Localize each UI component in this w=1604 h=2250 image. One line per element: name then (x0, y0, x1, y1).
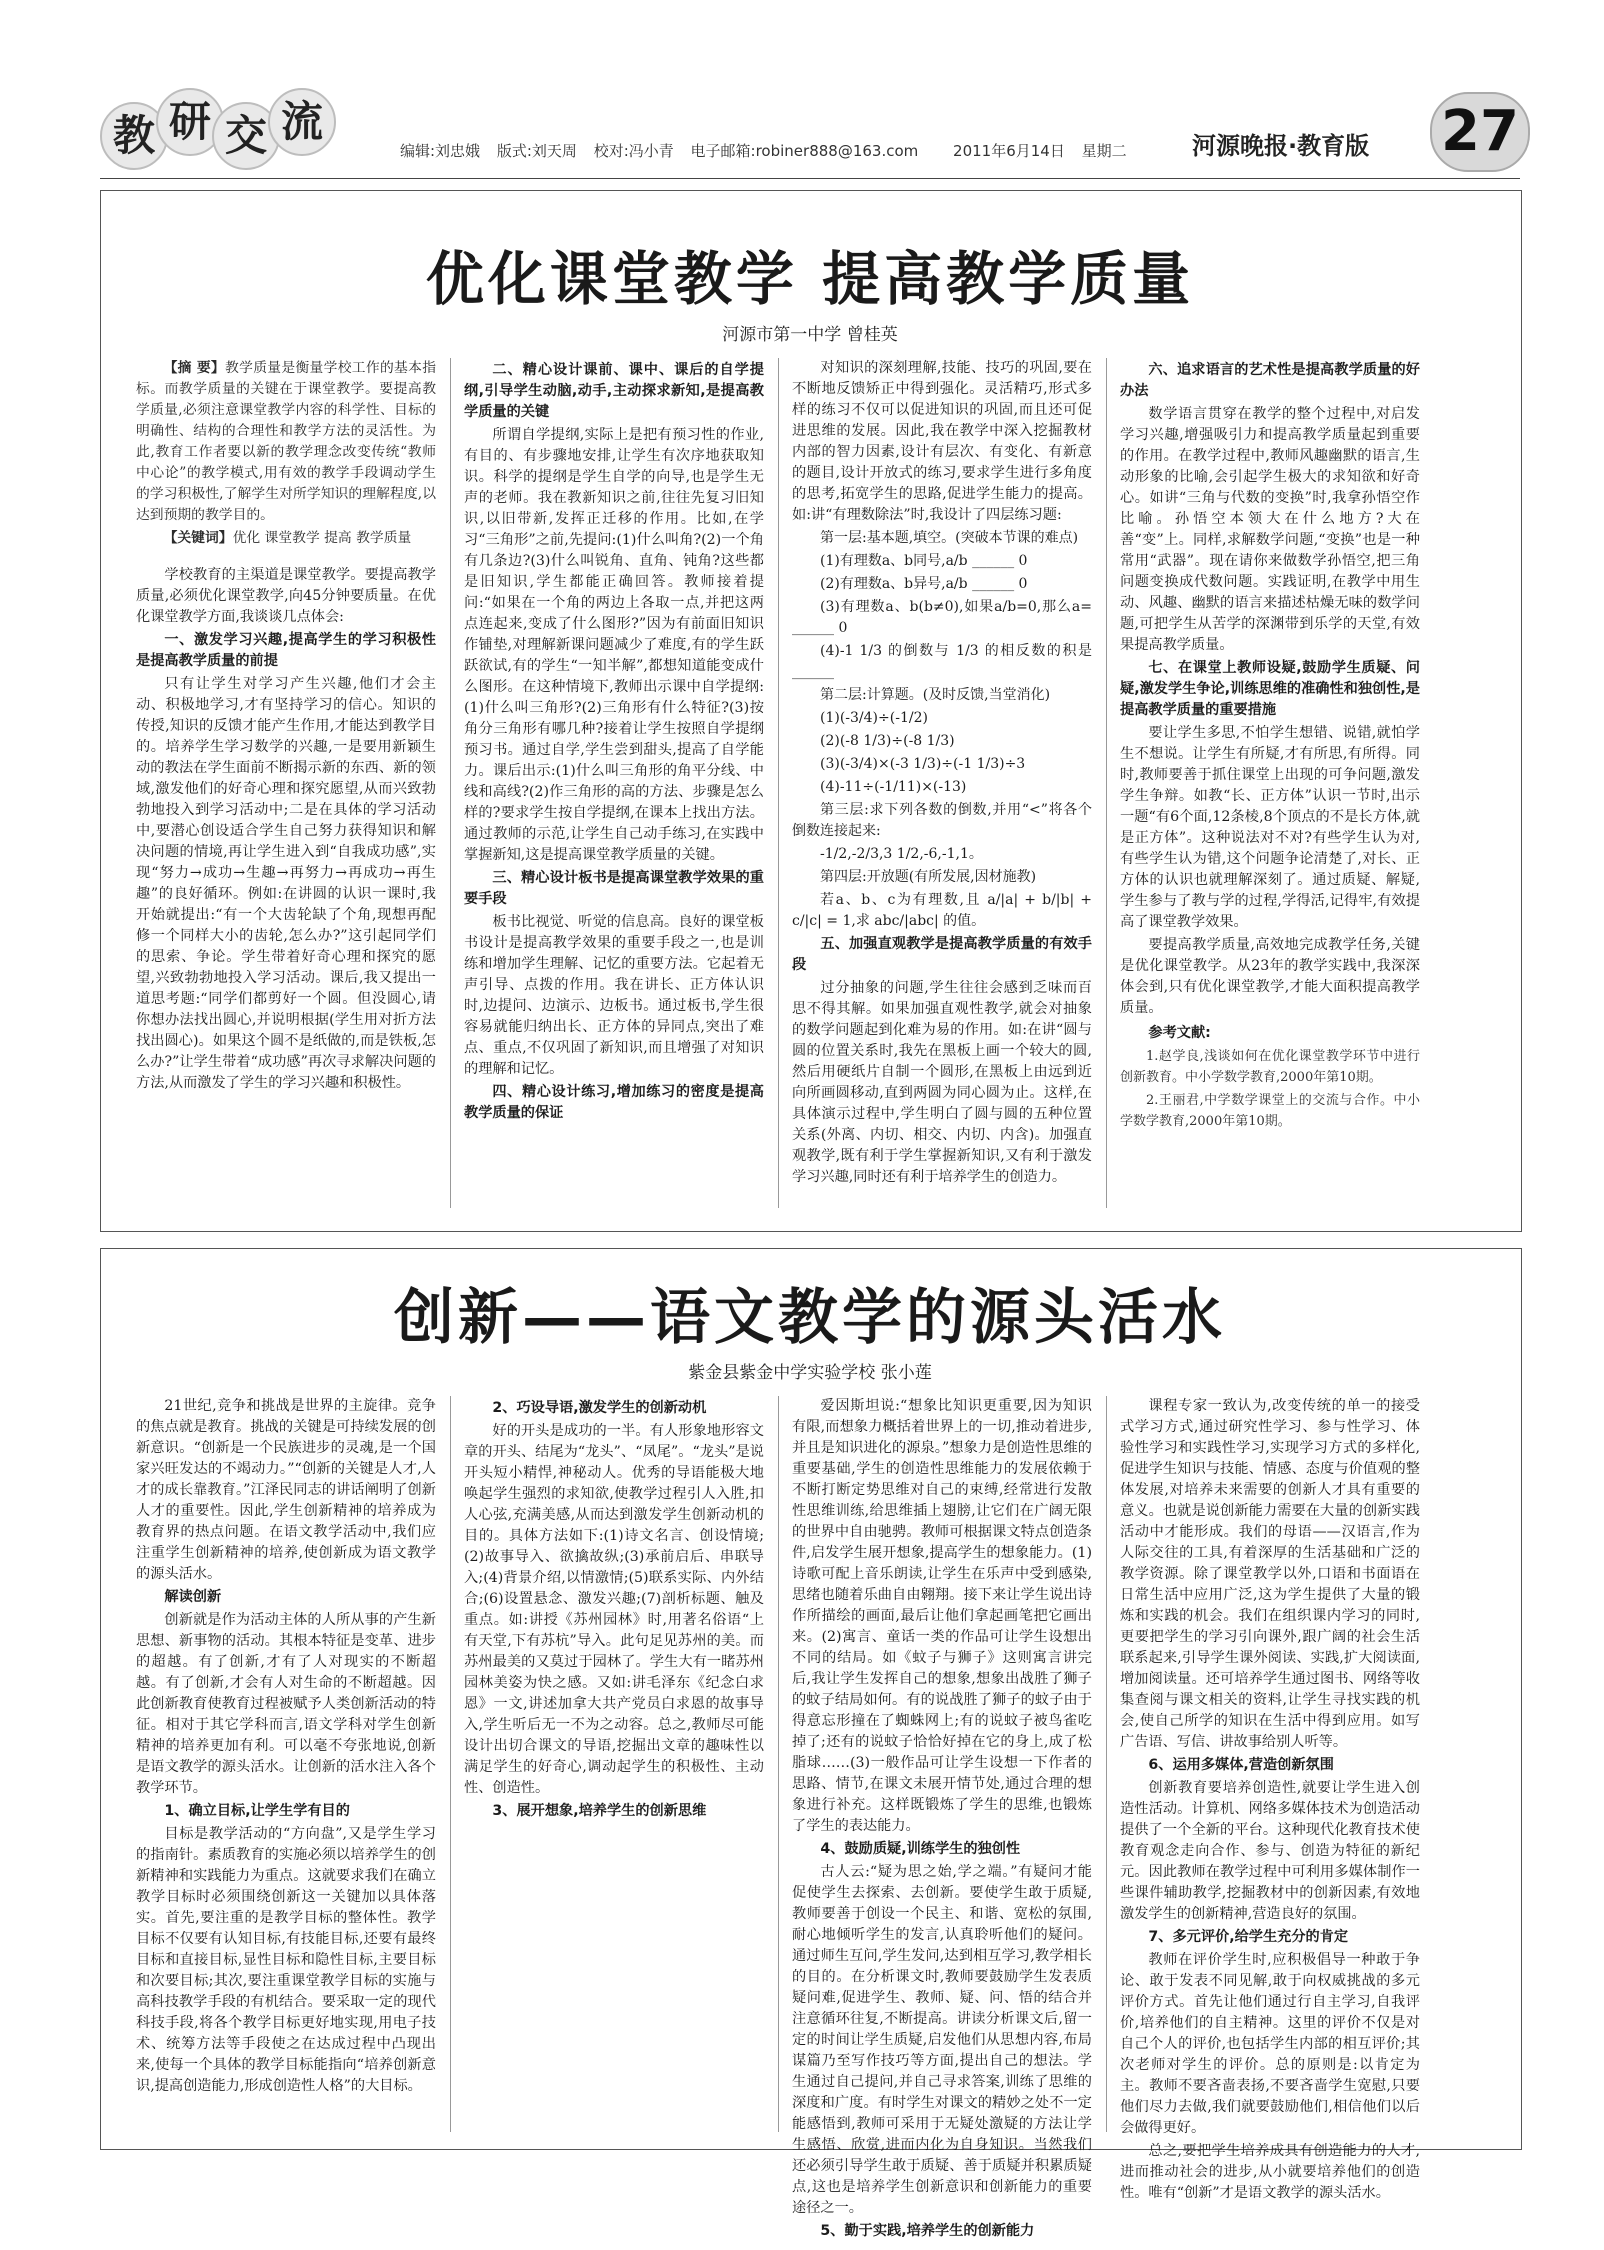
paragraph: 爱因斯坦说:“想象比知识更重要,因为知识有限,而想象力概括着世界上的一切,推动着进步,并且是知识进化的源泉。”想象力是创造性思维的重要基础,学生的创造性思维能力的发展依赖于不断打断定势思维对自己的束缚,经常进行发散性思维训练,给思维插上翅膀,让它们在广阔无限的世界中自由驰骋。教师可根据课文特点创造条件,启发学生展开想象,提高学生的想象能力。(1)诗歌可配上音乐朗读,让学生在乐声中受到感染,思绪也随着乐曲自由翱翔。接下来让学生说出诗作所描绘的画面,最后让他们拿起画笔把它画出来。(2)寓言、童话一类的作品可让学生设想出不同的结局。如《蚊子与狮子》这则寓言讲完后,我让学生发挥自己的想象,想象出战胜了狮子的蚊子结局如何。有的说战胜了狮子的蚊子由于得意忘形撞在了蜘蛛网上;有的说蚊子被鸟雀吃掉了;还有的说蚊子恰恰好掉在它的身上,成了松脂球……(3)一般作品可让学生设想一下作者的思路、情节,在课文未展开情节处,通过合理的想象进行补充。这样既锻炼了学生的思维,也锻炼了学生的表达能力。 (792, 1398, 1092, 1834)
article-column (792, 358, 1092, 1208)
issue-weekday: 星期二 (1081, 142, 1127, 160)
paragraph: 目标是教学活动的“方向盘”,又是学生学习的指南针。素质教育的实施必须以培养学生的创新精神和实践能力为重点。这就要求我们在确立教学目标时必须围绕创新这一关键加以具体落实。首先,要注重的是教学目标的整体性。教学目标不仅要有认知目标,有技能目标,还要有最终目标和直接目标,显性目标和隐性目标,主要目标和次要目标;其次,要注重课堂教学目标的实施与高科技教学手段的有机结合。要采取一定的现代科技手段,将各个教学目标更好地实现,用电子技术、统筹方法等手段使之在达成过程中凸现出来,使每一个具体的教学目标能指向“培养创新意识,提高创造能力,形成创造性人格”的大目标。 (136, 1826, 436, 2094)
section-logo-char: 交 (212, 102, 280, 170)
paragraph: 过分抽象的问题,学生往往会感到乏味而百思不得其解。如果加强直观性教学,就会对抽象的数学问题起到化难为易的作用。如:在讲“圆与圆的位置关系时,我先在黑板上画一个较大的圆,然后用硬纸片自制一个圆形,在黑板上由远到近向所画圆移动,直到两圆为同心圆为止。这样,在具体演示过程中,学生明白了圆与圆的五种位置关系(外离、内切、相交、内切、内含)。加强直观教学,既有利于学生掌握新知识,又有利于激发学习兴趣,同时还有利于培养学生的创造力。 (792, 980, 1092, 1185)
reference-item: 1.赵学良,浅谈如何在优化课堂教学环节中进行创新教育。中小学数学教育,2000年第10期。 (1120, 1049, 1420, 1085)
column-divider (1106, 1396, 1107, 2132)
paragraph: 只有让学生对学习产生兴趣,他们才会主动、积极地学习,才有坚持学习的信心。知识的传授,知识的反馈才能产生作用,才能达到教学目的。培养学生学习数学的兴趣,一是要用新颖生动的教法在学生面前不断揭示新的东西、新的领域,激发他们的好奇心理和探究愿望,从而兴致勃勃地投入到学习活动中;二是在具体的学习活动中,要潜心创设适合学生自己努力获得知识和解决问题的情境,再让学生进入到“自我成功感”,实现“努力→成功→生趣→再努力→再成功→再生趣”的良好循环。例如:在讲圆的认识一课时,我开始就提出:“有一个大齿轮缺了个角,现想再配修一个同样大小的齿轮,怎么办?”这引起同学们的思索、争论。学生带着好奇心理和探究的愿望,兴致勃勃地投入学习活动。课后,我又提出一道思考题:“同学们都剪好一个圆。但没圆心,请你想办法找出圆心,并说明根据(学生用对折方法找出圆心)。如果这个圆不是纸做的,而是铁板,怎么办?”让学生带着“成功感”再次寻求解决问题的方法,从而激发了学生的学习兴趣和积极性。 (136, 676, 436, 1091)
paragraph: 好的开头是成功的一半。有人形象地形容文章的开头、结尾为“龙头”、“凤尾”。“龙头”是说开头短小精悍,神秘动人。优秀的导语能极大地唤起学生强烈的求知欲,使教学过程引人入胜,扣人心弦,充满美感,从而达到激发学生创新动机的目的。具体方法如下:(1)诗文名言、创设情境;(2)故事导入、欲擒故纵;(3)承前启后、串联导入;(4)背景介绍,以情激情;(5)联系实际、内外结合;(6)设置悬念、激发兴趣;(7)剖析标题、触及重点。如:讲授《苏州园林》时,用著名俗语“上有天堂,下有苏杭”导入。此句足见苏州的美。而苏州最美的又莫过于园林了。学生大有一睹苏州园林美姿为快之感。又如:讲毛泽东《纪念白求恩》一文,讲述加拿大共产党员白求恩的故事导入,学生听后无一不为之动容。总之,教师尽可能设计出切合课文的导语,挖掘出文章的趣味性以满足学生的好奇心,调动起学生的积极性、主动性、创造性。 (464, 1423, 764, 1796)
section-heading: 三、精心设计板书是提高课堂教学效果的重要手段 (464, 870, 764, 907)
section-heading: 6、运用多媒体,营造创新氛围 (1148, 1757, 1334, 1773)
exercise-item: (1)(-3/4)÷(-1/2) (820, 710, 928, 726)
article-column (1120, 1396, 1420, 2201)
paragraph: 创新教育要培养创造性,就要让学生进入创造性活动。计算机、网络多媒体技术为创造活动提供了一个全新的平台。这种现代化教育技术使教育观念走向合作、参与、创造为特征的新纪元。因此教师在教学过程中可利用多媒体制作一些课件辅助教学,挖掘教材中的创新因素,有效地激发学生的创新精神,营造良好的氛围。 (1120, 1780, 1420, 1922)
header-rule (100, 178, 1520, 179)
paragraph: 古人云:“疑为思之始,学之端。”有疑问才能促使学生去探索、去创新。要使学生敢于质疑,教师要善于创设一个民主、和谐、宽松的氛围,耐心地倾听学生的发言,认真聆听他们的疑问。通过师生互问,学生发问,达到相互学习,教学相长的目的。在分析课文时,教师要鼓励学生发表质疑问难,促进学生、教师、疑、问、悟的结合并注意循环往复,不断提高。讲读分析课文后,留一定的时间让学生质疑,启发他们从思想内容,布局谋篇乃至写作技巧等方面,提出自己的想法。学生通过自己提问,并自己寻求答案,训练了思维的深度和广度。有时学生对课文的精妙之处不一定能感悟到,教师可采用于无疑处激疑的方法让学生感悟、欣赏,进而内化为自身知识。当然我们还必须引导学生敢于质疑、善于质疑并积累质疑点,这也是培养学生创新意识和创新能力的重要途径之一。 (792, 1864, 1092, 2216)
exercise-item: (4)-1 1/3 的倒数与 1/3 的相反数的积是 ______ (792, 643, 1092, 680)
layout-credit: 版式:刘天周 (496, 142, 577, 160)
paragraph: 总之,要把学生培养成具有创造能力的人才,进而推动社会的进步,从小就要培养他们的创造性。唯有“创新”才是语文教学的源头活水。 (1120, 2143, 1420, 2201)
header-credits (400, 140, 1139, 161)
article-column (1120, 358, 1420, 1208)
column-divider (450, 358, 451, 1208)
paragraph: 要让学生多思,不怕学生想错、说错,就怕学生不想说。让学生有所疑,才有所思,有所得。同时,教师要善于抓住课堂上出现的可争问题,激发学生争辩。如教“长、正方体”认识一节时,出示一题“有6个面,12条棱,8个顶点的不是长方体,就是正方体”。这种说法对不对?有些学生认为对,有些学生认为错,这个问题争论清楚了,对长、正方体的认识也就理解深刻了。通过质疑、解疑,学生参与了教与学的过程,学得活,记得牢,有效提高了课堂教学效果。 (1120, 725, 1420, 930)
section-heading: 5、勤于实践,培养学生的创新能力 (820, 2223, 1035, 2239)
section-heading: 四、精心设计练习,增加练习的密度是提高教学质量的保证 (464, 1084, 764, 1121)
publication-name: 河源晚报·教育版 (1192, 132, 1370, 160)
exercise-item: -1/2,-2/3,3 1/2,-6,-1,1。 (820, 846, 983, 862)
abstract-text: 教学质量是衡量学校工作的基本指标。而教学质量的关键在于课堂教学。要提高教学质量,必须注意课堂教学内容的科学性、目标的明确性、结构的合理性和教学方法的灵活性。为此,教育工作者要以新的教学理念改变传统“教师中心论”的教学模式,用有效的教学手段调动学生的学习积极性,了解学生对所学知识的理解程度,以达到预期的教学目的。 (136, 360, 437, 523)
references-label: 参考文献: (1148, 1025, 1211, 1041)
section-logo (100, 92, 400, 168)
editor-credit: 编辑:刘忠娥 (400, 142, 481, 160)
exercise-item: (3)(-3/4)×(-3 1/3)÷(-1 1/3)÷3 (820, 756, 1026, 772)
section-heading: 解读创新 (164, 1589, 222, 1605)
section-logo-char: 研 (156, 88, 224, 156)
article-column (136, 358, 436, 1208)
article-column (792, 1396, 1092, 2239)
exercise-item: (1)有理数a、b同号,a/b ______ 0 (820, 553, 1028, 569)
section-heading: 2、巧设导语,激发学生的创新动机 (492, 1400, 707, 1416)
section-heading: 1、确立目标,让学生学有目的 (164, 1803, 350, 1819)
section-logo-char: 流 (268, 88, 336, 156)
paragraph: 21世纪,竞争和挑战是世界的主旋律。竞争的焦点就是教育。挑战的关键是可持续发展的创新意识。“创新是一个民族进步的灵魂,是一个国家兴旺发达的不竭动力。”“创新的关键是人才,人才的成长靠教育。”江泽民同志的讲话阐明了创新人才的重要性。因此,学生创新精神的培养成为教育界的热点问题。在语文教学活动中,我们应注重学生创新精神的培养,使创新成为语文教学的源头活水。 (136, 1398, 436, 1582)
keywords-text: 优化 课堂教学 提高 教学质量 (232, 530, 412, 546)
section-heading: 4、鼓励质疑,训练学生的独创性 (820, 1841, 1021, 1857)
exercise-item: (2)(-8 1/3)÷(-8 1/3) (820, 733, 955, 749)
exercise-level: 第三层:求下列各数的倒数,并用“<”将各个倒数连接起来: (792, 802, 1092, 839)
article-column (136, 1396, 436, 2132)
section-heading: 一、激发学习兴趣,提高学生的学习积极性是提高教学质量的前提 (136, 632, 436, 669)
paragraph: 要提高教学质量,高效地完成教学任务,关键是优化课堂教学。从23年的教学实践中,我深深体会到,只有优化课堂教学,才能大面积提高教学质量。 (1120, 937, 1420, 1016)
article-byline: 河源市第一中学 曾桂英 (722, 325, 898, 345)
exercise-item: (3)有理数a、b(b≠0),如果a/b=0,那么a= ______ 0 (792, 599, 1092, 636)
section-heading: 五、加强直观教学是提高教学质量的有效手段 (792, 936, 1092, 973)
abstract-label: 【摘 要】 (163, 360, 226, 376)
page-header (100, 92, 1540, 172)
proof-credit: 校对:冯小青 (593, 142, 674, 160)
article-title: 创新——语文教学的源头活水 (394, 1283, 1226, 1353)
section-heading: 二、精心设计课前、课中、课后的自学提纲,引导学生动脑,动手,主动探求新知,是提高教学质量的关键 (464, 362, 764, 420)
paragraph: 学校教育的主渠道是课堂教学。要提高教学质量,必须优化课堂教学,向45分钟要质量。在优化课堂教学方面,我谈谈几点体会: (136, 567, 436, 625)
section-heading: 七、在课堂上教师设疑,鼓励学生质疑、问疑,激发学生争论,训练思维的准确性和独创性,是提高教学质量的重要措施 (1120, 660, 1420, 718)
article-column (464, 1396, 764, 2132)
section-heading: 六、追求语言的艺术性是提高教学质量的好办法 (1120, 362, 1420, 399)
paragraph: 所谓自学提纲,实际上是把有预习性的作业,有目的、有步骤地安排,让学生有次序地获取知识。科学的提纲是学生自学的向导,也是学生无声的老师。我在教新知识之前,往往先复习旧知识,以旧带新,发挥正迁移的作用。比如,在学习“三角形”之前,先提问:(1)什么叫角?(2)一个角有几条边?(3)什么叫锐角、直角、钝角?这些都是旧知识,学生都能正确回答。教师接着提问:“如果在一个角的两边上各取一点,并把这两点连起来,变成了什么图形?”因为有前面旧知识作铺垫,对理解新课问题减少了难度,有的学生跃跃欲试,有的学生“一知半解”,都想知道能变成什么图形。在这种情境下,教师出示课中自学提纲:(1)什么叫三角形?(2)三角形有什么特征?(3)按角分三角形有哪几种?接着让学生按照自学提纲预习书。通过自学,学生尝到甜头,提高了自学能力。课后出示:(1)什么叫三角形的角平分线、中线和高线?(2)作三角形的高的方法、步骤是怎么样的?要求学生按自学提纲,在课本上找出方法。通过教师的示范,让学生自己动手练习,在实践中掌握新知,这是提高课堂教学质量的关键。 (464, 427, 764, 863)
exercise-item: (4)-11÷(-1/11)×(-13) (820, 779, 967, 795)
issue-date: 2011年6月14日 (953, 142, 1065, 160)
exercise-item: 若a、b、c为有理数,且 a/|a| + b/|b| + c/|c| = 1,求 abc/|abc| 的值。 (792, 892, 1092, 929)
article-byline: 紫金县紫金中学实验学校 张小莲 (688, 1363, 932, 1383)
email-credit: 电子邮箱:robiner888@163.com (690, 142, 919, 160)
article-title: 优化课堂教学 提高教学质量 (425, 245, 1195, 313)
paragraph: 课程专家一致认为,改变传统的单一的接受式学习方式,通过研究性学习、参与性学习、体验性学习和实践性学习,实现学习方式的多样化,促进学生知识与技能、情感、态度与价值观的整体发展,对培养未来需要的创新人才具有重要的意义。也就是说创新能力需要在大量的创新实践活动中才能形成。我们的母语——汉语言,作为人际交往的工具,有着深厚的生活基础和广泛的教学资源。除了课堂教学以外,口语和书面语在日常生活中应用广泛,这为学生提供了大量的锻炼和实践的机会。我们在组织课内学习的同时,更要把学生的学习引向课外,跟广阔的社会生活联系起来,引导学生课外阅读、实践,扩大阅读面,增加阅读量。还可培养学生通过图书、网络等收集查阅与课文相关的资料,让学生寻找实践的机会,使自己所学的知识在生活中得到应用。如写广告语、写信、讲故事给别人听等。 (1120, 1398, 1420, 1750)
reference-item: 2.王丽君,中学数学课堂上的交流与合作。中小学数学教育,2000年第10期。 (1120, 1093, 1420, 1129)
exercise-level: 第一层:基本题,填空。(突破本节课的难点) (820, 530, 1079, 546)
paragraph: 创新就是作为活动主体的人所从事的产生新思想、新事物的活动。其根本特征是变革、进步的超越。有了创新,才有了人对现实的不断超越。有了创新,才会有人对生命的不断超越。因此创新教育使教育过程被赋予人类创新活动的特征。相对于其它学科而言,语文学科对学生创新精神的培养更加有利。可以毫不夸张地说,创新是语文教学的源头活水。让创新的活水注入各个教学环节。 (136, 1612, 436, 1796)
page-number: 27 (1430, 92, 1530, 172)
keywords-label: 【关键词】 (163, 530, 233, 546)
column-divider (1106, 358, 1107, 1208)
section-heading: 7、多元评价,给学生充分的肯定 (1148, 1929, 1349, 1945)
column-divider (778, 358, 779, 1208)
column-divider (778, 1396, 779, 2132)
column-divider (450, 1396, 451, 2132)
exercise-level: 第四层:开放题(有所发展,因材施教) (820, 869, 1037, 885)
paragraph: 数学语言贯穿在教学的整个过程中,对启发学习兴趣,增强吸引力和提高教学质量起到重要的作用。在教学过程中,教师风趣幽默的语言,生动形象的比喻,会引起学生极大的求知欲和好奇心。如讲“三角与代数的变换”时,我拿孙悟空作比喻。孙悟空本领大在什么地方?大在善“变”上。同样,求解数学问题,“变换”也是一种常用“武器”。现在请你来做数学孙悟空,把三角问题变换成代数问题。实践证明,在教学中用生动、风趣、幽默的语言来描述枯燥无味的数学问题,可把学生从苦学的深渊带到乐学的天堂,有效果提高教学质量。 (1120, 406, 1420, 653)
exercise-item: (2)有理数a、b异号,a/b ______ 0 (820, 576, 1028, 592)
paragraph: 对知识的深刻理解,技能、技巧的巩固,要在不断地反馈矫正中得到强化。灵活精巧,形式多样的练习不仅可以促进知识的巩固,而且还可促进思维的发展。因此,我在教学中深入挖掘教材内部的智力因素,设计有层次、有变化、有新意的题目,设计开放式的练习,要求学生进行多角度的思考,拓宽学生的思路,促进学生能力的提高。如:讲“有理数除法”时,我设计了四层练习题: (792, 360, 1092, 523)
article-column (464, 358, 764, 1208)
section-heading: 3、展开想象,培养学生的创新思维 (492, 1803, 707, 1819)
section-logo-char: 教 (100, 102, 168, 170)
paragraph: 板书比视觉、听觉的信息高。良好的课堂板书设计是提高教学效果的重要手段之一,也是训练和增加学生理解、记忆的重要方法。它起着无声引导、点拨的作用。我在讲长、正方体认识时,边提问、边演示、边板书。通过板书,学生很容易就能归纳出长、正方体的异同点,突出了难点、重点,不仅巩固了新知识,而且增强了对知识的理解和记忆。 (464, 914, 764, 1077)
exercise-level: 第二层:计算题。(及时反馈,当堂消化) (820, 687, 1051, 703)
paragraph: 教师在评价学生时,应积极倡导一种敢于争论、敢于发表不同见解,敢于向权威挑战的多元评价方式。首先让他们通过行自主学习,自我评价,培养他们的自主精神。这里的评价不仅是对自己个人的评价,也包括学生内部的相互评价;其次老师对学生的评价。总的原则是:以肯定为主。教师不要吝啬表扬,不要吝啬学生宽慰,只要他们尽力去做,我们就要鼓励他们,相信他们以后会做得更好。 (1120, 1952, 1420, 2136)
